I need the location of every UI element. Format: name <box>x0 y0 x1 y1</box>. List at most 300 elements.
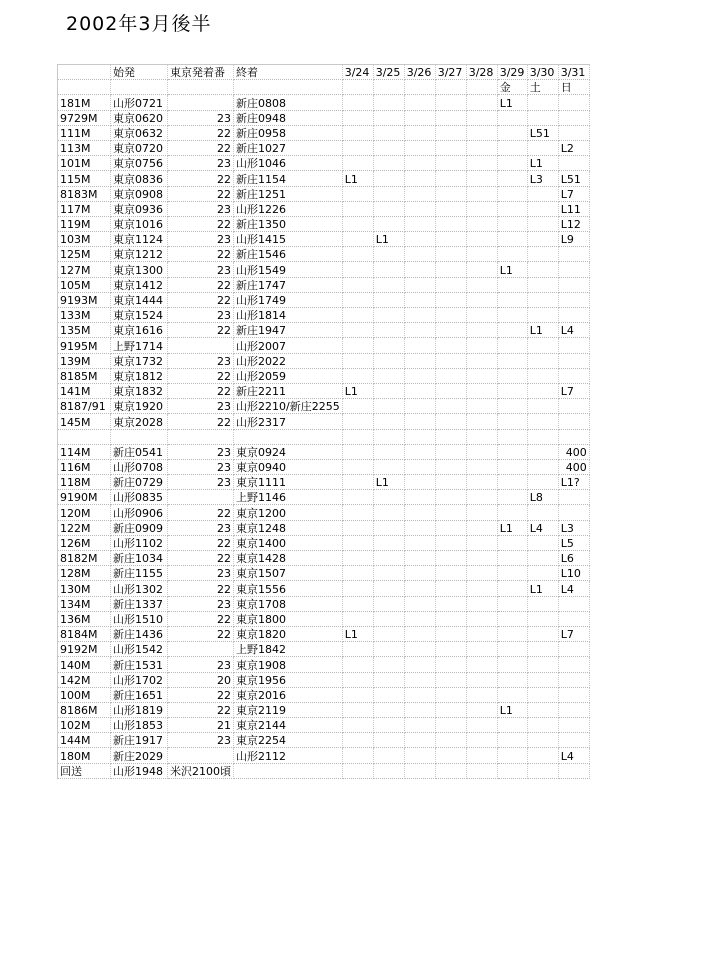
cell-tokyo-track: 22 <box>168 216 234 231</box>
cell-d0328 <box>466 399 497 414</box>
table-row <box>58 566 590 581</box>
cell-d0327 <box>435 277 466 292</box>
cell-d0328 <box>466 140 497 155</box>
cell-tokyo-track: 22 <box>168 171 234 186</box>
cell-train-number: 116M <box>58 459 111 474</box>
cell-train-number: 8182M <box>58 551 111 566</box>
cell-d0328 <box>466 642 497 657</box>
cell-d0324 <box>342 535 373 550</box>
cell-d0327 <box>435 232 466 247</box>
cell-d0325 <box>373 596 404 611</box>
cell-origin: 新庄1034 <box>111 551 168 566</box>
cell-destination <box>234 763 343 778</box>
cell-d0331 <box>558 399 589 414</box>
cell-tokyo-track: 23 <box>168 353 234 368</box>
table-row <box>58 459 590 474</box>
cell-origin: 東京1124 <box>111 232 168 247</box>
cell-train-number: 141M <box>58 383 111 398</box>
cell-d0325 <box>373 429 404 444</box>
cell-d0330 <box>527 459 558 474</box>
weekday-row-train-number <box>58 80 111 95</box>
cell-origin: 山形0708 <box>111 459 168 474</box>
cell-train-number: 115M <box>58 171 111 186</box>
cell-destination: 山形2059 <box>234 368 343 383</box>
cell-train-number: 140M <box>58 657 111 672</box>
cell-train-number: 101M <box>58 156 111 171</box>
cell-origin: 新庄1155 <box>111 566 168 581</box>
cell-tokyo-track: 米沢2100頃 <box>168 763 234 778</box>
table-row <box>58 642 590 657</box>
cell-d0326 <box>404 201 435 216</box>
header-row <box>58 65 590 80</box>
header-row-d0330: 3/30 <box>527 65 558 80</box>
cell-d0327 <box>435 292 466 307</box>
cell-d0330 <box>527 429 558 444</box>
cell-destination: 新庄1350 <box>234 216 343 231</box>
cell-origin: 東京1016 <box>111 216 168 231</box>
cell-d0324 <box>342 505 373 520</box>
cell-train-number: 133M <box>58 308 111 323</box>
cell-origin: 東京0936 <box>111 201 168 216</box>
cell-d0330 <box>527 505 558 520</box>
cell-train-number <box>58 429 111 444</box>
cell-tokyo-track: 23 <box>168 566 234 581</box>
cell-d0330 <box>527 444 558 459</box>
cell-d0330 <box>527 277 558 292</box>
cell-destination: 山形2112 <box>234 748 343 763</box>
cell-d0326 <box>404 748 435 763</box>
cell-d0326 <box>404 171 435 186</box>
cell-origin: 山形1542 <box>111 642 168 657</box>
cell-d0329 <box>497 626 527 641</box>
cell-d0331 <box>558 110 589 125</box>
cell-train-number: 117M <box>58 201 111 216</box>
cell-d0326 <box>404 277 435 292</box>
cell-d0328 <box>466 156 497 171</box>
cell-d0329 <box>497 353 527 368</box>
cell-d0331: L3 <box>558 520 589 535</box>
cell-destination: 新庄1251 <box>234 186 343 201</box>
cell-destination: 東京0924 <box>234 444 343 459</box>
cell-d0328 <box>466 368 497 383</box>
cell-d0329 <box>497 551 527 566</box>
cell-d0330 <box>527 566 558 581</box>
cell-d0330 <box>527 399 558 414</box>
cell-d0328 <box>466 459 497 474</box>
cell-d0325 <box>373 308 404 323</box>
header-row-origin: 始発 <box>111 65 168 80</box>
cell-d0325 <box>373 399 404 414</box>
cell-d0330: L3 <box>527 171 558 186</box>
cell-d0328 <box>466 535 497 550</box>
cell-tokyo-track: 23 <box>168 657 234 672</box>
cell-d0327 <box>435 718 466 733</box>
cell-d0324 <box>342 551 373 566</box>
table-row <box>58 611 590 626</box>
cell-d0329 <box>497 535 527 550</box>
table-row <box>58 277 590 292</box>
header-row-train-number <box>58 65 111 80</box>
cell-origin: 山形1853 <box>111 718 168 733</box>
cell-d0331 <box>558 642 589 657</box>
cell-d0325 <box>373 748 404 763</box>
cell-d0330 <box>527 475 558 490</box>
cell-d0326 <box>404 551 435 566</box>
cell-d0329 <box>497 475 527 490</box>
cell-d0330 <box>527 353 558 368</box>
cell-train-number: 8184M <box>58 626 111 641</box>
cell-tokyo-track: 23 <box>168 232 234 247</box>
cell-train-number: 回送 <box>58 763 111 778</box>
cell-train-number: 8187/91 <box>58 399 111 414</box>
cell-train-number: 9193M <box>58 292 111 307</box>
cell-origin: 東京1832 <box>111 383 168 398</box>
cell-origin: 山形0721 <box>111 95 168 110</box>
cell-d0325 <box>373 687 404 702</box>
cell-destination: 山形1814 <box>234 308 343 323</box>
cell-d0328 <box>466 596 497 611</box>
cell-d0325 <box>373 459 404 474</box>
page-title: 2002年3月後半 <box>66 13 212 35</box>
cell-d0331: L4 <box>558 748 589 763</box>
header-row-tokyo-track: 東京発着番 <box>168 65 234 80</box>
cell-origin: 山形1819 <box>111 702 168 717</box>
table-row <box>58 353 590 368</box>
cell-d0328 <box>466 308 497 323</box>
cell-d0328 <box>466 611 497 626</box>
cell-d0326 <box>404 581 435 596</box>
cell-d0331 <box>558 763 589 778</box>
cell-d0329 <box>497 308 527 323</box>
cell-d0329 <box>497 323 527 338</box>
cell-origin: 新庄1651 <box>111 687 168 702</box>
weekday-row-tokyo-track <box>168 80 234 95</box>
cell-d0326 <box>404 308 435 323</box>
cell-d0329 <box>497 140 527 155</box>
cell-d0327 <box>435 611 466 626</box>
cell-d0327 <box>435 383 466 398</box>
cell-d0329 <box>497 201 527 216</box>
cell-d0326 <box>404 702 435 717</box>
cell-d0331 <box>558 490 589 505</box>
cell-d0329 <box>497 566 527 581</box>
cell-d0325 <box>373 444 404 459</box>
cell-tokyo-track: 22 <box>168 581 234 596</box>
cell-d0324 <box>342 399 373 414</box>
cell-d0324 <box>342 262 373 277</box>
cell-d0330 <box>527 292 558 307</box>
cell-tokyo-track <box>168 429 234 444</box>
cell-d0326 <box>404 459 435 474</box>
cell-train-number: 118M <box>58 475 111 490</box>
cell-d0331: L1? <box>558 475 589 490</box>
cell-destination: 東京1956 <box>234 672 343 687</box>
table-row <box>58 201 590 216</box>
cell-d0324: L1 <box>342 626 373 641</box>
cell-d0327 <box>435 323 466 338</box>
cell-d0329 <box>497 368 527 383</box>
cell-d0327 <box>435 642 466 657</box>
cell-d0329 <box>497 672 527 687</box>
cell-train-number: 8186M <box>58 702 111 717</box>
cell-d0325 <box>373 338 404 353</box>
cell-d0328 <box>466 292 497 307</box>
cell-d0328 <box>466 748 497 763</box>
cell-train-number: 119M <box>58 216 111 231</box>
cell-destination: 山形2007 <box>234 338 343 353</box>
cell-train-number: 142M <box>58 672 111 687</box>
cell-d0328 <box>466 566 497 581</box>
cell-d0325 <box>373 551 404 566</box>
cell-d0330 <box>527 338 558 353</box>
cell-d0325 <box>373 414 404 429</box>
cell-d0329 <box>497 718 527 733</box>
cell-d0324 <box>342 292 373 307</box>
cell-origin: 山形1102 <box>111 535 168 550</box>
cell-d0326 <box>404 763 435 778</box>
cell-origin: 新庄1531 <box>111 657 168 672</box>
table-row <box>58 429 590 444</box>
cell-tokyo-track: 22 <box>168 292 234 307</box>
cell-d0325 <box>373 247 404 262</box>
cell-d0327 <box>435 186 466 201</box>
cell-destination: 東京1800 <box>234 611 343 626</box>
cell-d0328 <box>466 95 497 110</box>
cell-d0324 <box>342 110 373 125</box>
cell-d0326 <box>404 505 435 520</box>
table-row <box>58 186 590 201</box>
cell-d0324 <box>342 95 373 110</box>
cell-d0324 <box>342 216 373 231</box>
cell-d0331: L5 <box>558 535 589 550</box>
cell-origin: 新庄2029 <box>111 748 168 763</box>
cell-d0330 <box>527 748 558 763</box>
cell-d0324 <box>342 338 373 353</box>
cell-d0328 <box>466 763 497 778</box>
cell-d0325 <box>373 323 404 338</box>
cell-d0326 <box>404 733 435 748</box>
cell-d0325 <box>373 186 404 201</box>
cell-d0325 <box>373 642 404 657</box>
cell-origin: 東京1616 <box>111 323 168 338</box>
cell-destination: 東京1400 <box>234 535 343 550</box>
cell-train-number: 8183M <box>58 186 111 201</box>
cell-tokyo-track: 22 <box>168 277 234 292</box>
cell-d0330 <box>527 232 558 247</box>
cell-d0331 <box>558 718 589 733</box>
cell-train-number: 120M <box>58 505 111 520</box>
table-row <box>58 718 590 733</box>
table-row <box>58 171 590 186</box>
cell-d0327 <box>435 444 466 459</box>
cell-d0331: L2 <box>558 140 589 155</box>
cell-d0331: 400 <box>558 444 589 459</box>
cell-d0329 <box>497 748 527 763</box>
cell-d0325 <box>373 718 404 733</box>
cell-d0328 <box>466 262 497 277</box>
cell-d0327 <box>435 733 466 748</box>
cell-destination: 東京1111 <box>234 475 343 490</box>
cell-tokyo-track: 22 <box>168 323 234 338</box>
cell-d0330 <box>527 140 558 155</box>
cell-d0331 <box>558 262 589 277</box>
cell-d0325 <box>373 611 404 626</box>
cell-d0325 <box>373 657 404 672</box>
weekday-row-d0324 <box>342 80 373 95</box>
cell-train-number: 113M <box>58 140 111 155</box>
cell-destination: 山形1549 <box>234 262 343 277</box>
cell-origin: 山形1302 <box>111 581 168 596</box>
table-row <box>58 626 590 641</box>
weekday-row-d0327 <box>435 80 466 95</box>
cell-destination: 東京1556 <box>234 581 343 596</box>
cell-d0324 <box>342 323 373 338</box>
cell-d0325 <box>373 110 404 125</box>
cell-origin: 東京1524 <box>111 308 168 323</box>
cell-d0330 <box>527 626 558 641</box>
cell-train-number: 139M <box>58 353 111 368</box>
cell-origin: 東京0908 <box>111 186 168 201</box>
cell-d0325 <box>373 383 404 398</box>
cell-d0327 <box>435 475 466 490</box>
cell-d0327 <box>435 429 466 444</box>
cell-origin: 山形0906 <box>111 505 168 520</box>
cell-d0327 <box>435 702 466 717</box>
cell-d0329 <box>497 292 527 307</box>
table-row <box>58 292 590 307</box>
cell-tokyo-track: 23 <box>168 596 234 611</box>
cell-d0328 <box>466 247 497 262</box>
cell-d0325 <box>373 520 404 535</box>
cell-d0331 <box>558 308 589 323</box>
cell-d0327 <box>435 368 466 383</box>
cell-d0327 <box>435 763 466 778</box>
cell-d0331 <box>558 247 589 262</box>
cell-d0331 <box>558 505 589 520</box>
cell-d0324 <box>342 566 373 581</box>
cell-d0329 <box>497 186 527 201</box>
cell-tokyo-track: 22 <box>168 247 234 262</box>
table-row <box>58 657 590 672</box>
cell-d0324 <box>342 368 373 383</box>
cell-d0331 <box>558 156 589 171</box>
weekday-row-d0329: 金 <box>497 80 527 95</box>
cell-d0330 <box>527 535 558 550</box>
cell-d0327 <box>435 171 466 186</box>
cell-origin: 東京1212 <box>111 247 168 262</box>
cell-origin: 東京1920 <box>111 399 168 414</box>
cell-train-number: 144M <box>58 733 111 748</box>
cell-d0328 <box>466 429 497 444</box>
cell-origin: 上野1714 <box>111 338 168 353</box>
cell-d0325 <box>373 262 404 277</box>
cell-tokyo-track <box>168 490 234 505</box>
table-row <box>58 535 590 550</box>
cell-d0326 <box>404 110 435 125</box>
cell-destination: 東京2119 <box>234 702 343 717</box>
cell-d0331: L7 <box>558 186 589 201</box>
table-row <box>58 763 590 778</box>
cell-d0328 <box>466 672 497 687</box>
cell-d0330 <box>527 186 558 201</box>
cell-d0331 <box>558 368 589 383</box>
cell-d0324 <box>342 247 373 262</box>
cell-d0326 <box>404 383 435 398</box>
cell-d0331 <box>558 657 589 672</box>
cell-tokyo-track: 23 <box>168 520 234 535</box>
weekday-row-origin <box>111 80 168 95</box>
cell-destination: 新庄1154 <box>234 171 343 186</box>
cell-d0331 <box>558 414 589 429</box>
cell-d0326 <box>404 216 435 231</box>
cell-train-number: 125M <box>58 247 111 262</box>
cell-d0330 <box>527 763 558 778</box>
cell-d0327 <box>435 201 466 216</box>
cell-d0327 <box>435 535 466 550</box>
cell-train-number: 114M <box>58 444 111 459</box>
table-row <box>58 672 590 687</box>
cell-d0328 <box>466 551 497 566</box>
cell-d0327 <box>435 626 466 641</box>
cell-origin: 新庄1917 <box>111 733 168 748</box>
cell-tokyo-track: 22 <box>168 687 234 702</box>
cell-d0324 <box>342 125 373 140</box>
cell-origin: 山形1510 <box>111 611 168 626</box>
cell-destination: 山形1415 <box>234 232 343 247</box>
cell-origin: 東京1732 <box>111 353 168 368</box>
cell-d0326 <box>404 414 435 429</box>
cell-d0329: L1 <box>497 262 527 277</box>
table-row <box>58 95 590 110</box>
cell-d0330 <box>527 110 558 125</box>
cell-d0331 <box>558 733 589 748</box>
cell-destination: 東京1908 <box>234 657 343 672</box>
cell-d0331 <box>558 125 589 140</box>
cell-d0327 <box>435 551 466 566</box>
table-row <box>58 140 590 155</box>
cell-d0328 <box>466 505 497 520</box>
cell-train-number: 9729M <box>58 110 111 125</box>
cell-d0328 <box>466 520 497 535</box>
cell-d0325 <box>373 763 404 778</box>
cell-d0324 <box>342 232 373 247</box>
cell-d0328 <box>466 490 497 505</box>
cell-origin: 東京0632 <box>111 125 168 140</box>
cell-tokyo-track: 22 <box>168 702 234 717</box>
cell-d0327 <box>435 748 466 763</box>
cell-train-number: 128M <box>58 566 111 581</box>
cell-d0326 <box>404 156 435 171</box>
cell-d0329 <box>497 657 527 672</box>
cell-tokyo-track: 23 <box>168 459 234 474</box>
cell-d0330 <box>527 642 558 657</box>
cell-d0327 <box>435 687 466 702</box>
cell-d0331 <box>558 611 589 626</box>
cell-d0328 <box>466 383 497 398</box>
cell-train-number: 9190M <box>58 490 111 505</box>
cell-destination <box>234 429 343 444</box>
cell-d0331 <box>558 292 589 307</box>
header-row-destination: 終着 <box>234 65 343 80</box>
cell-tokyo-track: 23 <box>168 399 234 414</box>
cell-d0328 <box>466 353 497 368</box>
cell-d0327 <box>435 156 466 171</box>
cell-destination: 山形2022 <box>234 353 343 368</box>
cell-d0330 <box>527 368 558 383</box>
cell-d0330 <box>527 718 558 733</box>
cell-d0326 <box>404 535 435 550</box>
table-row <box>58 475 590 490</box>
